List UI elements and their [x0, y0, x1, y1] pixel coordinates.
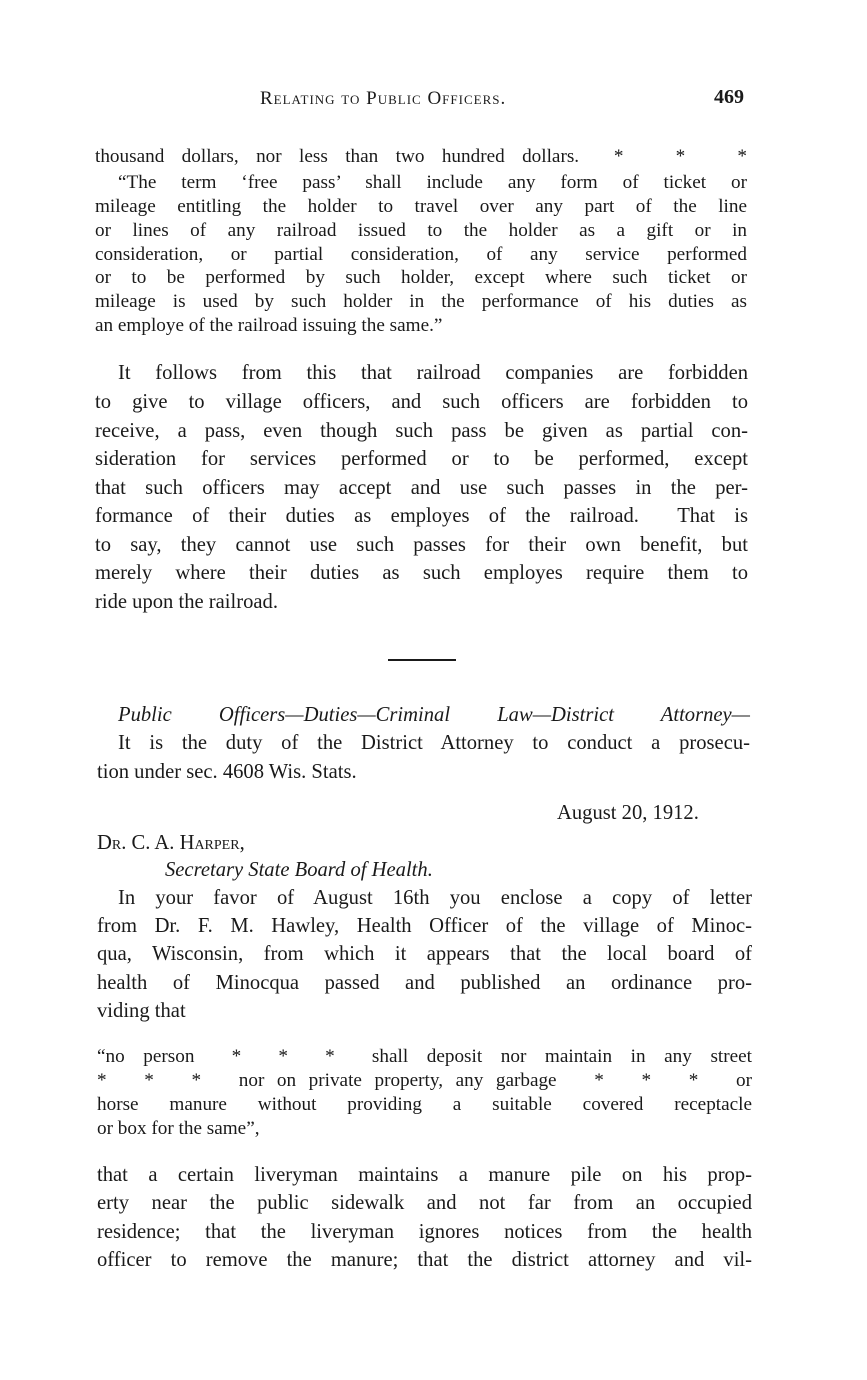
quote-line: consideration, or partial consideration, of any service performed [95, 244, 747, 265]
quote-line: mileage entitling the holder to travel over any part of the line [95, 196, 747, 217]
paragraph-line: It follows from this that railroad companies are forbidden [118, 362, 748, 384]
paragraph-line: erty near the public sidewalk and not far from an occupied [97, 1192, 752, 1214]
running-head: Relating to Public Officers. [260, 88, 507, 109]
quote-line: * * * nor on private property, any garbage * * * or [97, 1070, 752, 1091]
paragraph-line: from Dr. F. M. Hawley, Health Officer of the village of Minoc- [97, 915, 752, 937]
headnote: Public Officers—Duties—Criminal Law—District Attorney— [118, 704, 750, 726]
paragraph-line: officer to remove the manure; that the district attorney and vil- [97, 1249, 752, 1271]
paragraph-line: to say, they cannot use such passes for their own benefit, but [95, 534, 748, 556]
paragraph-line: residence; that the liveryman ignores notices from the health [97, 1221, 752, 1243]
section-divider [388, 659, 456, 661]
paragraph-line: that such officers may accept and use such passes in the per- [95, 477, 748, 499]
letter-date: August 20, 1912. [557, 802, 699, 824]
quote-line: or box for the same”, [97, 1118, 260, 1139]
paragraph-line: merely where their duties as such employes require them to [95, 562, 748, 584]
paragraph-line: qua, Wisconsin, from which it appears that the local board of [97, 943, 752, 965]
paragraph-line: receive, a pass, even though such pass be given as partial con- [95, 420, 748, 442]
paragraph-line: to give to village officers, and such officers are forbidden to [95, 391, 748, 413]
addressee-name: Dr. C. A. Harper, [97, 832, 245, 854]
addressee-title: Secretary State Board of Health. [165, 859, 433, 881]
paragraph-line: viding that [97, 1000, 186, 1022]
quote-line: horse manure without providing a suitable covered receptacle [97, 1094, 752, 1115]
paragraph-line: ride upon the railroad. [95, 591, 278, 613]
paragraph-line: In your favor of August 16th you enclose a copy of letter [118, 887, 752, 909]
paragraph-line: health of Minocqua passed and published an ordinance pro- [97, 972, 752, 994]
page-header [0, 88, 867, 118]
quote-line: thousand dollars, nor less than two hundred dollars. * * * [95, 146, 747, 167]
page-number: 469 [714, 86, 744, 108]
quote-line: “The term ‘free pass’ shall include any form of ticket or [118, 172, 747, 193]
paragraph-line: formance of their duties as employes of the railroad. That is [95, 505, 748, 527]
quote-line: “no person * * * shall deposit nor maintain in any street [97, 1046, 752, 1067]
quote-line: or to be performed by such holder, except where such ticket or [95, 267, 747, 288]
summary-line: tion under sec. 4608 Wis. Stats. [97, 761, 357, 783]
quote-line: an employe of the railroad issuing the same.” [95, 315, 443, 336]
quote-line: mileage is used by such holder in the performance of his duties as [95, 291, 747, 312]
paragraph-line: that a certain liveryman maintains a manure pile on his prop- [97, 1164, 752, 1186]
quote-line: or lines of any railroad issued to the holder as a gift or in [95, 220, 747, 241]
paragraph-line: sideration for services performed or to be performed, except [95, 448, 748, 470]
summary-line: It is the duty of the District Attorney to conduct a prosecu- [118, 732, 750, 754]
